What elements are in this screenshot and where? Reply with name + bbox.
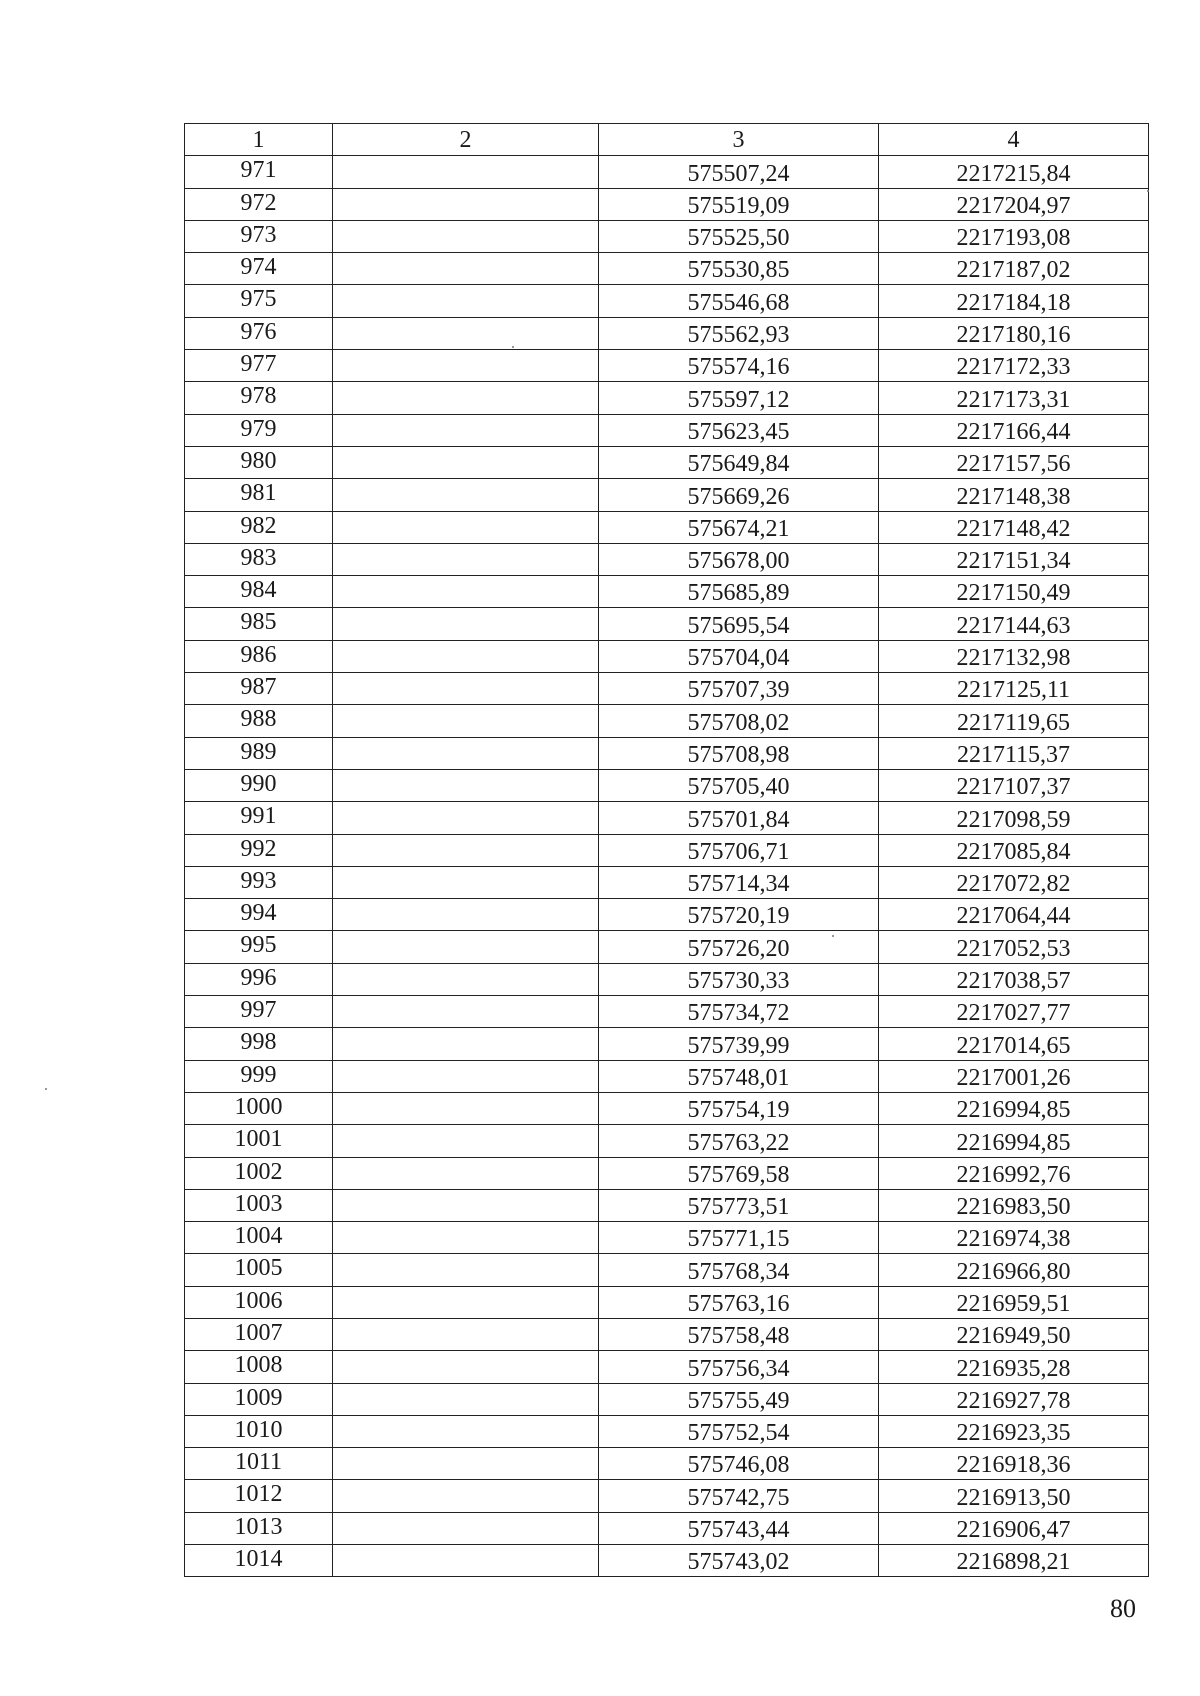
table-row [185,802,1149,834]
x-coordinate-cell: 575758,48 [599,1318,879,1350]
column-2-cell [333,543,599,575]
table-row [185,285,1149,317]
point-number-cell: 982 [185,511,333,543]
column-2-cell [333,866,599,898]
x-coordinate-cell: 575746,08 [599,1448,879,1480]
x-coordinate-cell: 575720,19 [599,899,879,931]
column-2-cell [333,576,599,608]
table-row [185,705,1149,737]
x-coordinate-cell: 575562,93 [599,317,879,349]
table-row [185,608,1149,640]
point-number-cell: 987 [185,673,333,705]
point-number-cell: 971 [185,156,333,188]
column-2-cell [333,931,599,963]
column-2-cell [333,382,599,414]
table-row [185,673,1149,705]
column-2-cell [333,1157,599,1189]
scan-speck [1147,190,1149,192]
column-2-cell [333,608,599,640]
column-2-cell [333,1383,599,1415]
x-coordinate-cell: 575771,15 [599,1222,879,1254]
y-coordinate-cell: 2217180,16 [879,317,1149,349]
point-number-cell: 978 [185,382,333,414]
table-row [185,1383,1149,1415]
point-number-cell: 1009 [185,1383,333,1415]
point-number-cell: 983 [185,543,333,575]
column-2-cell [333,1448,599,1480]
x-coordinate-cell: 575743,02 [599,1545,879,1577]
x-coordinate-cell: 575678,00 [599,543,879,575]
x-coordinate-cell: 575730,33 [599,963,879,995]
point-number-cell: 989 [185,737,333,769]
x-coordinate-cell: 575704,04 [599,640,879,672]
x-coordinate-cell: 575546,68 [599,285,879,317]
point-number-cell: 997 [185,996,333,1028]
x-coordinate-cell: 575726,20 [599,931,879,963]
column-2-cell [333,188,599,220]
y-coordinate-cell: 2217193,08 [879,220,1149,252]
point-number-cell: 996 [185,963,333,995]
point-number-cell: 994 [185,899,333,931]
table-row [185,1351,1149,1383]
page-number: 80 [1110,1594,1136,1623]
table-row [185,640,1149,672]
table-row [185,220,1149,252]
column-2-cell [333,899,599,931]
point-number-cell: 984 [185,576,333,608]
y-coordinate-cell: 2217052,53 [879,931,1149,963]
y-coordinate-cell: 2217115,37 [879,737,1149,769]
column-header-4: 4 [879,124,1149,156]
y-coordinate-cell: 2217085,84 [879,834,1149,866]
column-2-cell [333,317,599,349]
point-number-cell: 1010 [185,1415,333,1447]
table-row [185,446,1149,478]
y-coordinate-cell: 2217038,57 [879,963,1149,995]
column-2-cell [333,1351,599,1383]
point-number-cell: 1011 [185,1448,333,1480]
x-coordinate-cell: 575685,89 [599,576,879,608]
x-coordinate-cell: 575706,71 [599,834,879,866]
y-coordinate-cell: 2217157,56 [879,446,1149,478]
y-coordinate-cell: 2216949,50 [879,1318,1149,1350]
x-coordinate-cell: 575623,45 [599,414,879,446]
point-number-cell: 999 [185,1060,333,1092]
x-coordinate-cell: 575674,21 [599,511,879,543]
table-row [185,769,1149,801]
y-coordinate-cell: 2217107,37 [879,769,1149,801]
y-coordinate-cell: 2217148,42 [879,511,1149,543]
column-2-cell [333,220,599,252]
column-2-cell [333,1480,599,1512]
x-coordinate-cell: 575708,02 [599,705,879,737]
y-coordinate-cell: 2217144,63 [879,608,1149,640]
y-coordinate-cell: 2216918,36 [879,1448,1149,1480]
column-2-cell [333,414,599,446]
column-2-cell [333,1189,599,1221]
column-2-cell [333,156,599,188]
table-row [185,1318,1149,1350]
table-body [185,156,1149,1577]
header-row [185,124,1149,156]
table-row [185,1060,1149,1092]
y-coordinate-cell: 2216959,51 [879,1286,1149,1318]
x-coordinate-cell: 575707,39 [599,673,879,705]
x-coordinate-cell: 575734,72 [599,996,879,1028]
y-coordinate-cell: 2217125,11 [879,673,1149,705]
column-header-1: 1 [185,124,333,156]
table-row [185,414,1149,446]
x-coordinate-cell: 575701,84 [599,802,879,834]
column-2-cell [333,1415,599,1447]
y-coordinate-cell: 2216966,80 [879,1254,1149,1286]
point-number-cell: 993 [185,866,333,898]
column-2-cell [333,640,599,672]
y-coordinate-cell: 2216994,85 [879,1092,1149,1124]
point-number-cell: 974 [185,253,333,285]
y-coordinate-cell: 2217014,65 [879,1028,1149,1060]
point-number-cell: 976 [185,317,333,349]
table-row [185,1254,1149,1286]
y-coordinate-cell: 2217150,49 [879,576,1149,608]
point-number-cell: 972 [185,188,333,220]
y-coordinate-cell: 2216906,47 [879,1512,1149,1544]
column-2-cell [333,1286,599,1318]
table-row [185,188,1149,220]
column-2-cell [333,1254,599,1286]
x-coordinate-cell: 575525,50 [599,220,879,252]
y-coordinate-cell: 2217072,82 [879,866,1149,898]
table-row [185,1448,1149,1480]
column-2-cell [333,1222,599,1254]
table-row [185,576,1149,608]
x-coordinate-cell: 575507,24 [599,156,879,188]
column-2-cell [333,285,599,317]
point-number-cell: 1006 [185,1286,333,1318]
table-row [185,1157,1149,1189]
y-coordinate-cell: 2217184,18 [879,285,1149,317]
column-2-cell [333,737,599,769]
table-row [185,1545,1149,1577]
point-number-cell: 1014 [185,1545,333,1577]
x-coordinate-cell: 575574,16 [599,350,879,382]
y-coordinate-cell: 2216935,28 [879,1351,1149,1383]
scan-speck [512,346,514,348]
point-number-cell: 985 [185,608,333,640]
point-number-cell: 1003 [185,1189,333,1221]
x-coordinate-cell: 575714,34 [599,866,879,898]
x-coordinate-cell: 575530,85 [599,253,879,285]
y-coordinate-cell: 2217064,44 [879,899,1149,931]
y-coordinate-cell: 2217027,77 [879,996,1149,1028]
y-coordinate-cell: 2217151,34 [879,543,1149,575]
table-row [185,317,1149,349]
column-2-cell [333,1125,599,1157]
x-coordinate-cell: 575708,98 [599,737,879,769]
y-coordinate-cell: 2216913,50 [879,1480,1149,1512]
y-coordinate-cell: 2216898,21 [879,1545,1149,1577]
y-coordinate-cell: 2216992,76 [879,1157,1149,1189]
scan-speck [832,935,834,937]
point-number-cell: 977 [185,350,333,382]
point-number-cell: 1007 [185,1318,333,1350]
table-row [185,1512,1149,1544]
x-coordinate-cell: 575705,40 [599,769,879,801]
column-2-cell [333,1545,599,1577]
table-row [185,543,1149,575]
point-number-cell: 1012 [185,1480,333,1512]
column-2-cell [333,834,599,866]
point-number-cell: 1005 [185,1254,333,1286]
table-row [185,382,1149,414]
table-row [185,1125,1149,1157]
point-number-cell: 973 [185,220,333,252]
y-coordinate-cell: 2217173,31 [879,382,1149,414]
table-row [185,1415,1149,1447]
coordinates-table [184,123,1149,1577]
x-coordinate-cell: 575769,58 [599,1157,879,1189]
y-coordinate-cell: 2217172,33 [879,350,1149,382]
x-coordinate-cell: 575739,99 [599,1028,879,1060]
table-row [185,931,1149,963]
y-coordinate-cell: 2217132,98 [879,640,1149,672]
table-row [185,1286,1149,1318]
point-number-cell: 990 [185,769,333,801]
y-coordinate-cell: 2216927,78 [879,1383,1149,1415]
y-coordinate-cell: 2216994,85 [879,1125,1149,1157]
point-number-cell: 1001 [185,1125,333,1157]
y-coordinate-cell: 2217204,97 [879,188,1149,220]
point-number-cell: 995 [185,931,333,963]
table-row [185,996,1149,1028]
column-2-cell [333,1318,599,1350]
x-coordinate-cell: 575649,84 [599,446,879,478]
column-2-cell [333,479,599,511]
column-2-cell [333,446,599,478]
column-header-2: 2 [333,124,599,156]
table-row [185,156,1149,188]
y-coordinate-cell: 2217119,65 [879,705,1149,737]
x-coordinate-cell: 575748,01 [599,1060,879,1092]
x-coordinate-cell: 575756,34 [599,1351,879,1383]
column-2-cell [333,996,599,1028]
table-header [185,124,1149,156]
table-row [185,350,1149,382]
x-coordinate-cell: 575763,16 [599,1286,879,1318]
column-2-cell [333,1092,599,1124]
table-row [185,963,1149,995]
y-coordinate-cell: 2216974,38 [879,1222,1149,1254]
point-number-cell: 988 [185,705,333,737]
column-2-cell [333,1512,599,1544]
point-number-cell: 991 [185,802,333,834]
table-row [185,866,1149,898]
point-number-cell: 981 [185,479,333,511]
table-row [185,511,1149,543]
point-number-cell: 992 [185,834,333,866]
column-2-cell [333,769,599,801]
point-number-cell: 1008 [185,1351,333,1383]
table-row [185,1189,1149,1221]
point-number-cell: 980 [185,446,333,478]
point-number-cell: 1013 [185,1512,333,1544]
table-row [185,253,1149,285]
point-number-cell: 1004 [185,1222,333,1254]
column-2-cell [333,705,599,737]
column-2-cell [333,963,599,995]
x-coordinate-cell: 575742,75 [599,1480,879,1512]
y-coordinate-cell: 2217148,38 [879,479,1149,511]
table-row [185,899,1149,931]
point-number-cell: 979 [185,414,333,446]
x-coordinate-cell: 575597,12 [599,382,879,414]
y-coordinate-cell: 2216983,50 [879,1189,1149,1221]
point-number-cell: 986 [185,640,333,672]
x-coordinate-cell: 575519,09 [599,188,879,220]
x-coordinate-cell: 575754,19 [599,1092,879,1124]
column-2-cell [333,1028,599,1060]
column-2-cell [333,253,599,285]
y-coordinate-cell: 2216923,35 [879,1415,1149,1447]
table-row [185,1028,1149,1060]
table-row [185,1222,1149,1254]
point-number-cell: 1000 [185,1092,333,1124]
x-coordinate-cell: 575752,54 [599,1415,879,1447]
y-coordinate-cell: 2217187,02 [879,253,1149,285]
x-coordinate-cell: 575763,22 [599,1125,879,1157]
x-coordinate-cell: 575695,54 [599,608,879,640]
y-coordinate-cell: 2217001,26 [879,1060,1149,1092]
column-header-3: 3 [599,124,879,156]
point-number-cell: 998 [185,1028,333,1060]
x-coordinate-cell: 575755,49 [599,1383,879,1415]
x-coordinate-cell: 575773,51 [599,1189,879,1221]
y-coordinate-cell: 2217215,84 [879,156,1149,188]
column-2-cell [333,350,599,382]
column-2-cell [333,802,599,834]
point-number-cell: 975 [185,285,333,317]
table-row [185,479,1149,511]
x-coordinate-cell: 575768,34 [599,1254,879,1286]
table-row [185,737,1149,769]
x-coordinate-cell: 575669,26 [599,479,879,511]
column-2-cell [333,673,599,705]
y-coordinate-cell: 2217098,59 [879,802,1149,834]
column-2-cell [333,511,599,543]
table-row [185,1092,1149,1124]
table-row [185,834,1149,866]
x-coordinate-cell: 575743,44 [599,1512,879,1544]
column-2-cell [333,1060,599,1092]
y-coordinate-cell: 2217166,44 [879,414,1149,446]
table-row [185,1480,1149,1512]
point-number-cell: 1002 [185,1157,333,1189]
scan-speck [45,1088,47,1090]
